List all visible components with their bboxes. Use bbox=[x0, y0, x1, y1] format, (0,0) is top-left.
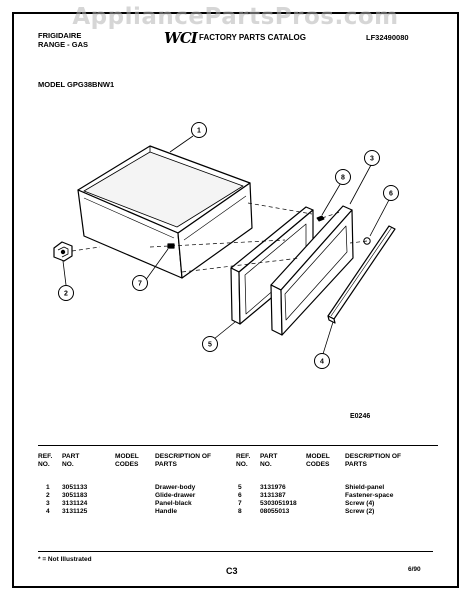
table-top-rule bbox=[38, 445, 438, 446]
table-cell-part: 3131387 bbox=[260, 492, 286, 499]
header-ref-no-right: REF. NO. bbox=[236, 453, 251, 468]
svg-text:3: 3 bbox=[370, 155, 374, 163]
table-cell-ref: 2 bbox=[46, 492, 50, 499]
footer-rule bbox=[38, 551, 433, 552]
diagram-code: E0246 bbox=[350, 413, 371, 420]
revision-date: 6/90 bbox=[408, 566, 421, 573]
callout-3 bbox=[365, 151, 380, 166]
table-cell-part: 3131125 bbox=[62, 508, 88, 515]
svg-text:7: 7 bbox=[138, 280, 142, 288]
callout-4 bbox=[315, 354, 330, 369]
glide-drawing bbox=[54, 242, 72, 261]
header-ref-no: REF. NO. bbox=[38, 453, 53, 468]
table-cell-part: 3131124 bbox=[62, 500, 88, 507]
table-cell-ref: 6 bbox=[238, 492, 242, 499]
drawer-body-drawing bbox=[78, 146, 252, 278]
callout-6 bbox=[384, 186, 399, 201]
brand-name: FRIGIDAIRE bbox=[38, 31, 82, 40]
header-description: DESCRIPTION OF PARTS bbox=[155, 453, 212, 468]
table-cell-ref: 4 bbox=[46, 508, 50, 515]
product-type: RANGE - GAS bbox=[38, 40, 89, 49]
table-cell-ref: 5 bbox=[238, 484, 242, 491]
wci-logo: WCI bbox=[164, 29, 197, 47]
table-cell-desc: Shield-panel bbox=[345, 484, 385, 491]
callout-7 bbox=[133, 276, 148, 291]
callout-1 bbox=[192, 123, 207, 138]
table-cell-desc: Screw (2) bbox=[345, 508, 375, 515]
table-cell-ref: 8 bbox=[238, 508, 242, 515]
page-number: C3 bbox=[226, 566, 238, 576]
table-cell-desc: Screw (4) bbox=[345, 500, 375, 507]
table-cell-desc: Handle bbox=[155, 508, 177, 515]
table-cell-part: 3051183 bbox=[62, 492, 88, 499]
svg-text:8: 8 bbox=[341, 174, 345, 182]
table-cell-ref: 1 bbox=[46, 484, 50, 491]
table-cell-part: 3051133 bbox=[62, 484, 88, 491]
svg-text:6: 6 bbox=[389, 190, 393, 198]
svg-text:1: 1 bbox=[197, 127, 201, 135]
footnote: * = Not Illustrated bbox=[38, 556, 92, 563]
callout-8 bbox=[336, 170, 351, 185]
catalog-title: FACTORY PARTS CATALOG bbox=[199, 33, 306, 42]
svg-text:5: 5 bbox=[208, 341, 212, 349]
watermark: AppliancePartsPros.com bbox=[72, 4, 399, 30]
table-cell-ref: 3 bbox=[46, 500, 50, 507]
document-number: LF32490080 bbox=[366, 33, 409, 42]
callout-5 bbox=[203, 337, 218, 352]
table-cell-part: 5303051918 bbox=[260, 500, 297, 507]
table-cell-ref: 7 bbox=[238, 500, 242, 507]
header-part-no-right: PART NO. bbox=[260, 453, 278, 468]
header-model-codes-right: MODEL CODES bbox=[306, 453, 330, 468]
table-cell-part: 08055013 bbox=[260, 508, 290, 515]
callout-2 bbox=[59, 286, 74, 301]
table-cell-desc: Fastener-space bbox=[345, 492, 394, 499]
svg-text:2: 2 bbox=[64, 290, 68, 298]
table-cell-desc: Drawer-body bbox=[155, 484, 196, 491]
header-model-codes: MODEL CODES bbox=[115, 453, 139, 468]
header-part-no: PART NO. bbox=[62, 453, 80, 468]
table-cell-desc: Panel-black bbox=[155, 500, 192, 507]
svg-text:4: 4 bbox=[320, 358, 324, 366]
model-label: MODEL GPG38BNW1 bbox=[38, 80, 115, 89]
table-cell-part: 3131976 bbox=[260, 484, 286, 491]
table-cell-desc: Glide-drawer bbox=[155, 492, 196, 499]
header-description-right: DESCRIPTION OF PARTS bbox=[345, 453, 402, 468]
